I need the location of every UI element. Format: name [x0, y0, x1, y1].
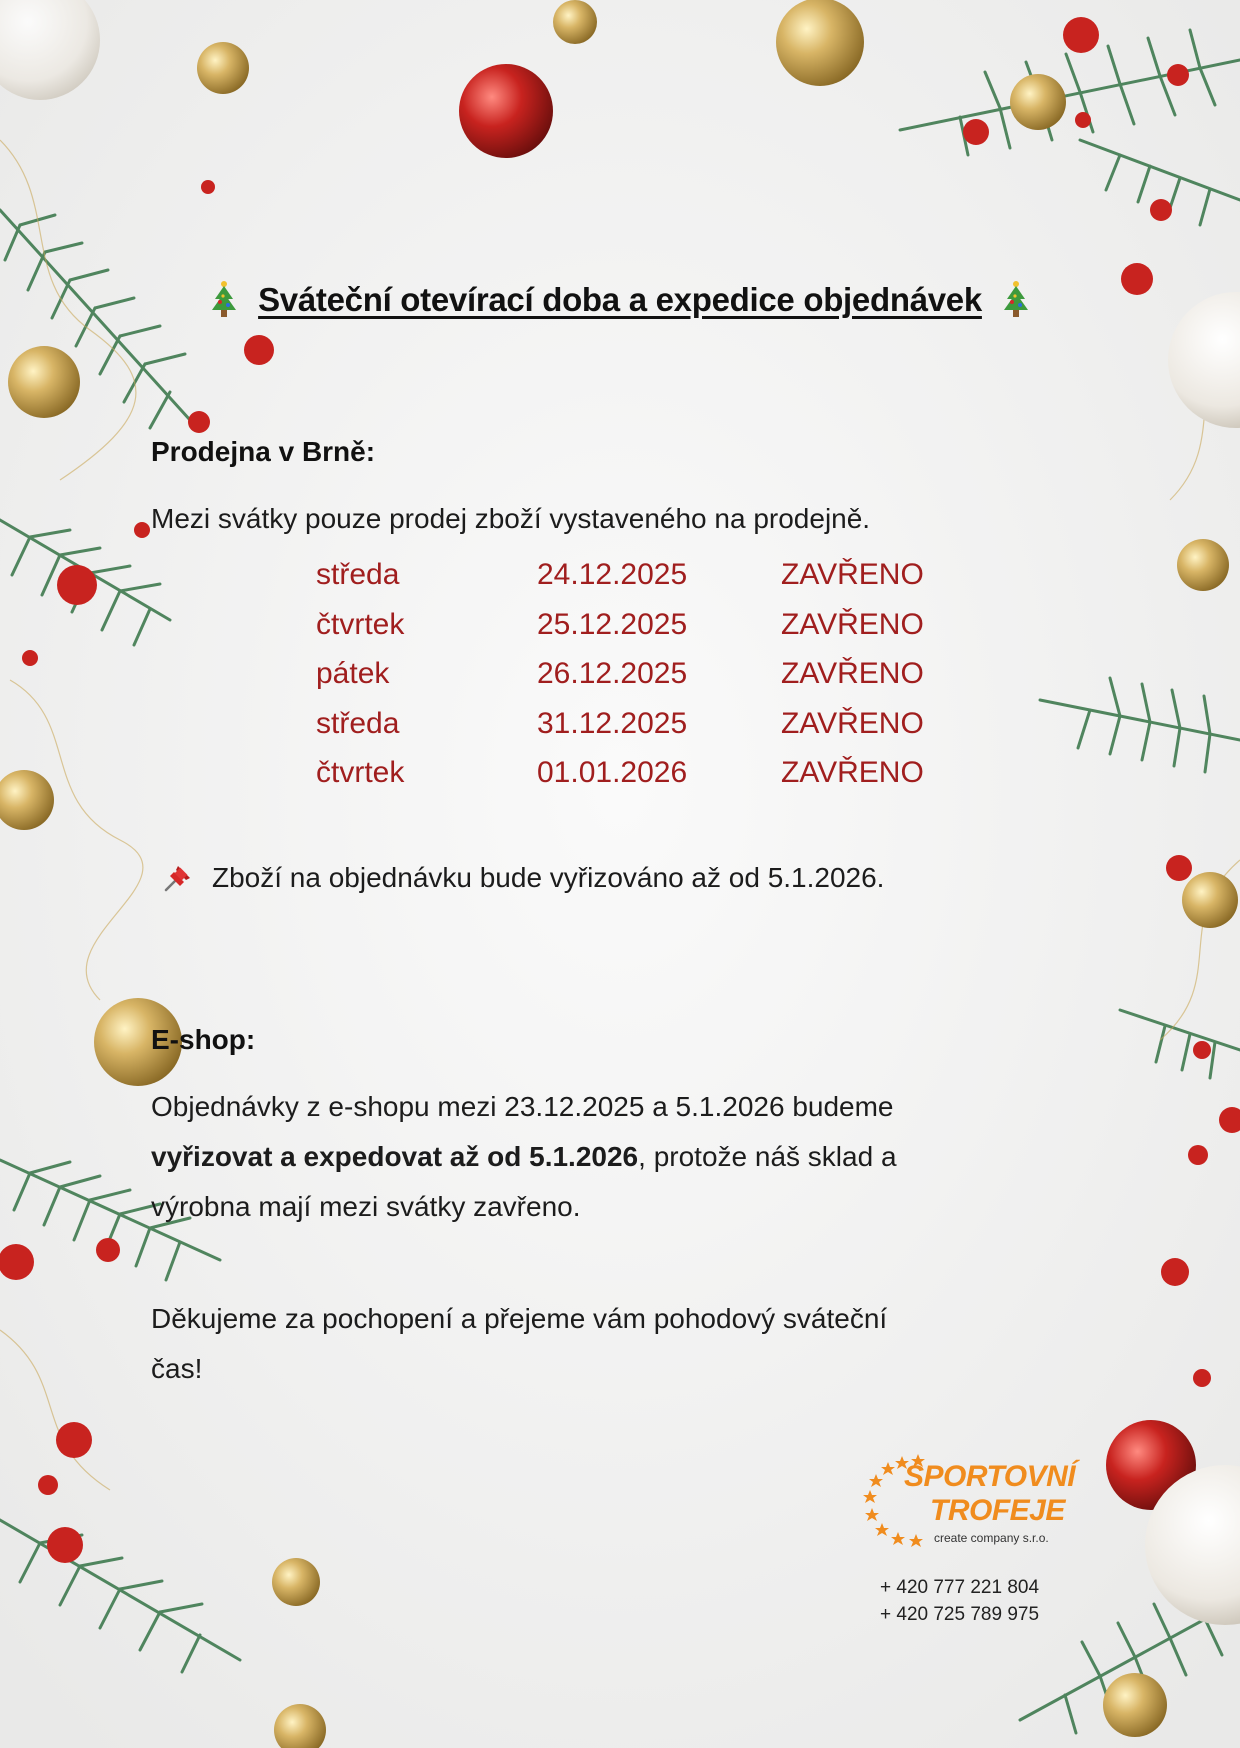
hours-status: ZAVŘENO: [781, 558, 924, 591]
hours-date: 24.12.2025: [537, 558, 688, 591]
thanks-line: čas!: [151, 1353, 203, 1384]
phone-number: + 420 725 789 975: [880, 1604, 1040, 1625]
hours-date: 31.12.2025: [537, 706, 688, 740]
hours-day: čtvrtek: [316, 756, 405, 789]
eshop-paragraph: [151, 1082, 897, 1232]
store-heading: Prodejna v Brně:: [151, 436, 376, 467]
store-intro: Mezi svátky pouze prodej zboží vystaveného na prodejně.: [151, 503, 871, 534]
eshop-text: , protože náš sklad a: [638, 1141, 897, 1172]
pushpin-icon: [160, 860, 196, 896]
christmas-tree-icon: [1000, 280, 1032, 320]
eshop-bold-text: vyřizovat a expedovat až od 5.1.2026: [151, 1141, 639, 1172]
hours-day: čtvrtek: [316, 607, 405, 641]
company-logo: [862, 1448, 1076, 1548]
hours-status: ZAVŘENO: [781, 607, 924, 641]
hours-status: ZAVŘENO: [781, 657, 924, 690]
hours-day: pátek: [316, 657, 390, 690]
hours-date: 26.12.2025: [537, 657, 688, 690]
eshop-line: Objednávky z e-shopu mezi 23.12.2025 a 5.1.2026 budeme: [151, 1091, 894, 1122]
order-note-text: Zboží na objednávku bude vyřizováno až od 5.1.2026.: [212, 862, 885, 893]
logo-text: TROFEJE: [930, 1494, 1065, 1527]
eshop-line: [151, 1132, 897, 1182]
order-note: [160, 860, 884, 896]
hours-day: středa: [316, 706, 400, 740]
hours-status: ZAVŘENO: [781, 706, 924, 740]
title-row: [0, 280, 1240, 320]
christmas-tree-icon: [208, 280, 240, 320]
thanks-paragraph: [151, 1294, 887, 1394]
hours-day: středa: [316, 558, 400, 591]
hours-date: 01.01.2026: [537, 756, 688, 789]
eshop-heading: E-shop:: [151, 1024, 256, 1055]
phone-number: + 420 777 221 804: [880, 1577, 1040, 1598]
hours-date: 25.12.2025: [537, 607, 688, 641]
eshop-line: výrobna mají mezi svátky zavřeno.: [151, 1191, 581, 1222]
logo-text: SPORTOVNÍ: [904, 1460, 1076, 1493]
logo-subtitle: create company s.r.o.: [934, 1531, 1049, 1545]
thanks-line: Děkujeme za pochopení a přejeme vám pohodový sváteční: [151, 1303, 888, 1334]
page-title: Sváteční otevírací doba a expedice objednávek: [258, 281, 982, 318]
hours-status: ZAVŘENO: [781, 756, 924, 789]
